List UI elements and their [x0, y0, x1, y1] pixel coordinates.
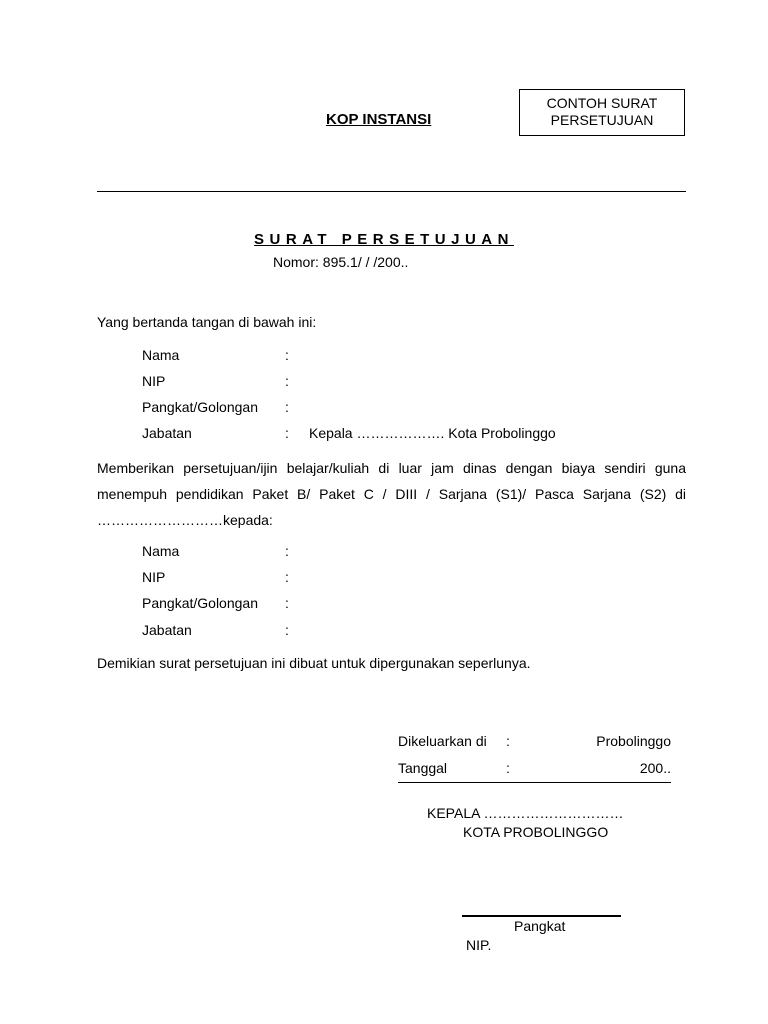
- signer-rank-label: Pangkat/Golongan: [142, 399, 258, 415]
- document-title: SURAT PERSETUJUAN: [254, 231, 514, 248]
- letterhead-divider: [97, 191, 686, 192]
- signer-nip-caption: NIP.: [466, 937, 492, 953]
- issued-date-colon: :: [506, 760, 510, 776]
- recipient-nip-label: NIP: [142, 569, 166, 585]
- recipient-nip-colon: :: [285, 569, 289, 585]
- recipient-name-colon: :: [285, 543, 289, 559]
- issued-place-value: Probolinggo: [596, 733, 671, 749]
- recipient-name-label: Nama: [142, 543, 180, 559]
- signer-position-label: Jabatan: [142, 425, 192, 441]
- signer-title-line-2: KOTA PROBOLINGGO: [463, 824, 609, 840]
- issuance-divider: [398, 782, 671, 783]
- signer-title-line-1: KEPALA …………………………: [427, 805, 624, 821]
- stamp-line-2: PERSETUJUAN: [550, 112, 654, 128]
- signer-name-label: Nama: [142, 347, 180, 363]
- signer-position-colon: :: [285, 425, 289, 441]
- signer-rank-colon: :: [285, 399, 289, 415]
- approval-paragraph: Memberikan persetujuan/ijin belajar/kuliah di luar jam dinas dengan biaya sendiri guna menempuh pendidikan Paket B/ Paket C / DIII / Sarjana (S1)/ Pasca Sarjana (S2) di ………………………kepada:: [97, 460, 686, 528]
- recipient-position-colon: :: [285, 622, 289, 638]
- issued-date-label: Tanggal: [398, 760, 448, 776]
- signer-nip-colon: :: [285, 373, 289, 389]
- signer-rank-caption: Pangkat: [514, 918, 566, 934]
- recipient-rank-label: Pangkat/Golongan: [142, 595, 258, 611]
- stamp-line-1: CONTOH SURAT: [546, 95, 658, 111]
- issued-place-label: Dikeluarkan di: [398, 733, 487, 749]
- signer-name-colon: :: [285, 347, 289, 363]
- issued-place-colon: :: [506, 733, 510, 749]
- issued-date-value: 200..: [639, 760, 671, 776]
- closing-text: Demikian surat persetujuan ini dibuat untuk dipergunakan seperlunya.: [97, 655, 531, 671]
- recipient-position-label: Jabatan: [142, 622, 192, 638]
- letterhead-placeholder: KOP INSTANSI: [326, 111, 432, 128]
- document-number: Nomor: 895.1/ / /200..: [273, 254, 409, 270]
- signer-nip-label: NIP: [142, 373, 166, 389]
- signature-name-line: [462, 915, 621, 917]
- signer-position-value: Kepala ………………. Kota Probolinggo: [309, 425, 556, 441]
- recipient-rank-colon: :: [285, 595, 289, 611]
- intro-text: Yang bertanda tangan di bawah ini:: [97, 314, 317, 330]
- sample-letter-stamp: [519, 89, 685, 136]
